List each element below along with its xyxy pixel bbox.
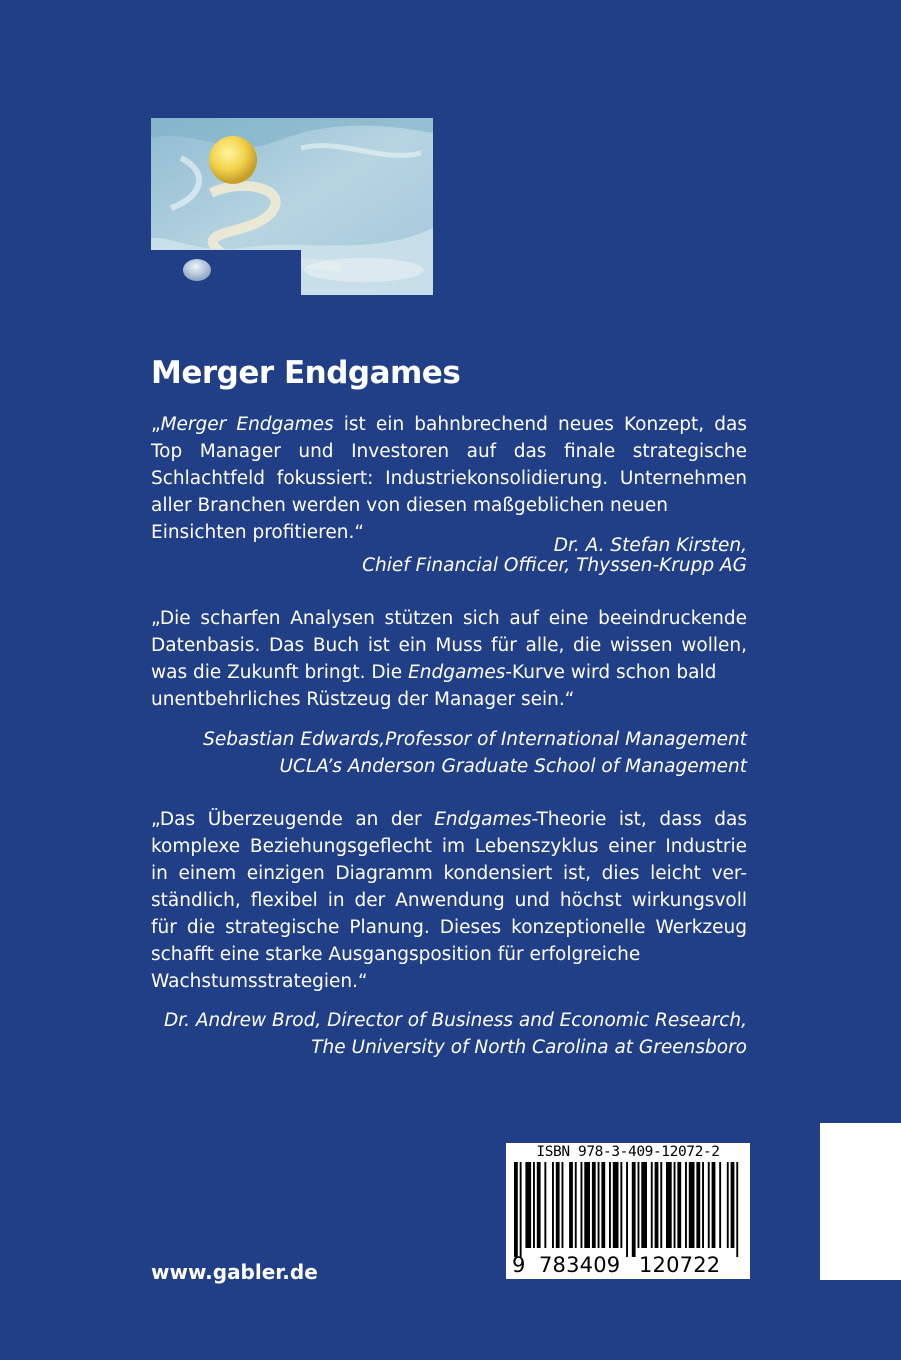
barcode-bar xyxy=(584,1162,590,1248)
barcode-bar xyxy=(609,1162,611,1248)
barcode xyxy=(512,1162,744,1257)
quote-3-body: „Das Überzeugende an der Endgames-Theorie ist, dass das komplexe Beziehungsgeflecht im Lebenszyklus einer Industrie in einem einzigen Diagramm kondensiert ist, dies leicht ver- ständlich, flexibel in der Anwendung und höchst wirkungsvoll für die strategische Planung. Dieses konzeptionelle Werkzeug schafft eine starke Ausgangsposition für erfolgreiche xyxy=(151,809,747,965)
barcode-bar xyxy=(613,1162,619,1248)
barcode-bar xyxy=(556,1162,560,1248)
barcode-bar xyxy=(598,1162,600,1248)
quote-1-end: Einsichten profitieren.“ xyxy=(151,522,364,543)
quote-3-author-role: The University of North Carolina at Greensboro xyxy=(311,1037,747,1058)
quote-2-author-role: UCLA’s Anderson Graduate School of Management xyxy=(279,756,747,777)
barcode-bar xyxy=(632,1162,636,1257)
barcode-bar xyxy=(719,1162,721,1248)
barcode-bar xyxy=(533,1162,535,1248)
barcode-bar xyxy=(581,1162,583,1248)
isbn-label: ISBN 978-3-409-12072-2 xyxy=(536,1144,720,1160)
barcode-bar xyxy=(702,1162,704,1248)
barcode-bar xyxy=(685,1162,687,1248)
barcode-bar xyxy=(736,1162,738,1257)
barcode-bar xyxy=(569,1162,573,1248)
barcode-bar xyxy=(674,1162,676,1248)
barcode-bar xyxy=(544,1162,546,1248)
barcode-bar xyxy=(552,1162,554,1248)
quote-2-body-emphasis: Endgames xyxy=(408,662,506,683)
quote-2-author: Sebastian Edwards,Professor of International Management xyxy=(203,729,747,750)
barcode-bar xyxy=(660,1162,662,1248)
barcode-bar xyxy=(666,1162,672,1248)
barcode-bar xyxy=(620,1162,622,1248)
barcode-bar xyxy=(696,1162,700,1248)
barcode-bar xyxy=(641,1162,647,1248)
barcode-bar xyxy=(731,1162,735,1248)
barcode-digits-left: 783409 xyxy=(539,1253,621,1277)
quote-3-body-emphasis: Endgames xyxy=(434,809,532,830)
barcode-bar xyxy=(689,1162,695,1248)
barcode-bar xyxy=(520,1162,522,1257)
quote-2-end: unentbehrliches Rüstzeug der Manager sein.“ xyxy=(151,689,575,710)
barcode-bar xyxy=(712,1162,716,1248)
price-label-area xyxy=(820,1123,901,1280)
quote-1-author-role: Chief Financial Officer, Thyssen-Krupp AG xyxy=(362,555,747,576)
quote-1 xyxy=(151,411,747,546)
quote-1-text: „Merger Endgames ist ein bahnbrechend neues Konzept, das Top Manager und Investoren auf das finale strategische Schlachtfeld fokussiert: Industriekonsolidierung. Unternehmen aller Branchen werden von diesen maßgeblichen neuen xyxy=(151,414,747,516)
barcode-bar xyxy=(677,1162,681,1248)
barcode-bar xyxy=(727,1162,729,1248)
quote-2-body: „Die scharfen Analysen stützen sich auf eine beeindruckende Datenbasis. Das Buch ist ein Muss für alle, die wissen wollen, was die Zukunft bringt. Die Endgames-Kurve wird schon bald xyxy=(151,608,747,683)
barcode-bar xyxy=(592,1162,596,1248)
quote-1-author: Dr. A. Stefan Kirsten, xyxy=(553,535,747,556)
quote-1-title-emphasis: Merger Endgames xyxy=(160,414,334,435)
barcode-bar xyxy=(525,1162,531,1248)
isbn-barcode-box xyxy=(506,1143,750,1279)
quote-1-body xyxy=(151,411,747,519)
barcode-digits-right: 120722 xyxy=(639,1253,721,1277)
barcode-bar xyxy=(601,1162,605,1248)
barcode-bar xyxy=(562,1162,564,1248)
barcode-bar xyxy=(575,1162,577,1248)
barcode-bar xyxy=(708,1162,710,1248)
quote-3-author: Dr. Andrew Brod, Director of Business and Economic Research, xyxy=(163,1010,747,1031)
quote-3-end: Wachstumsstrategien.“ xyxy=(151,971,368,992)
barcode-bar xyxy=(514,1162,518,1257)
barcode-digit-first: 9 xyxy=(512,1253,526,1277)
cover-photo xyxy=(151,118,433,295)
publisher-url[interactable]: www.gabler.de xyxy=(151,1260,318,1284)
book-title: Merger Endgames xyxy=(151,355,461,391)
barcode-bar xyxy=(626,1162,628,1257)
barcode-bar xyxy=(651,1162,653,1248)
barcode-bar xyxy=(655,1162,659,1248)
barcode-bar xyxy=(537,1162,541,1248)
cover-photo-art xyxy=(151,118,433,295)
quote-3 xyxy=(151,806,747,995)
quote-2 xyxy=(151,605,747,713)
barcode-bar xyxy=(638,1162,640,1248)
